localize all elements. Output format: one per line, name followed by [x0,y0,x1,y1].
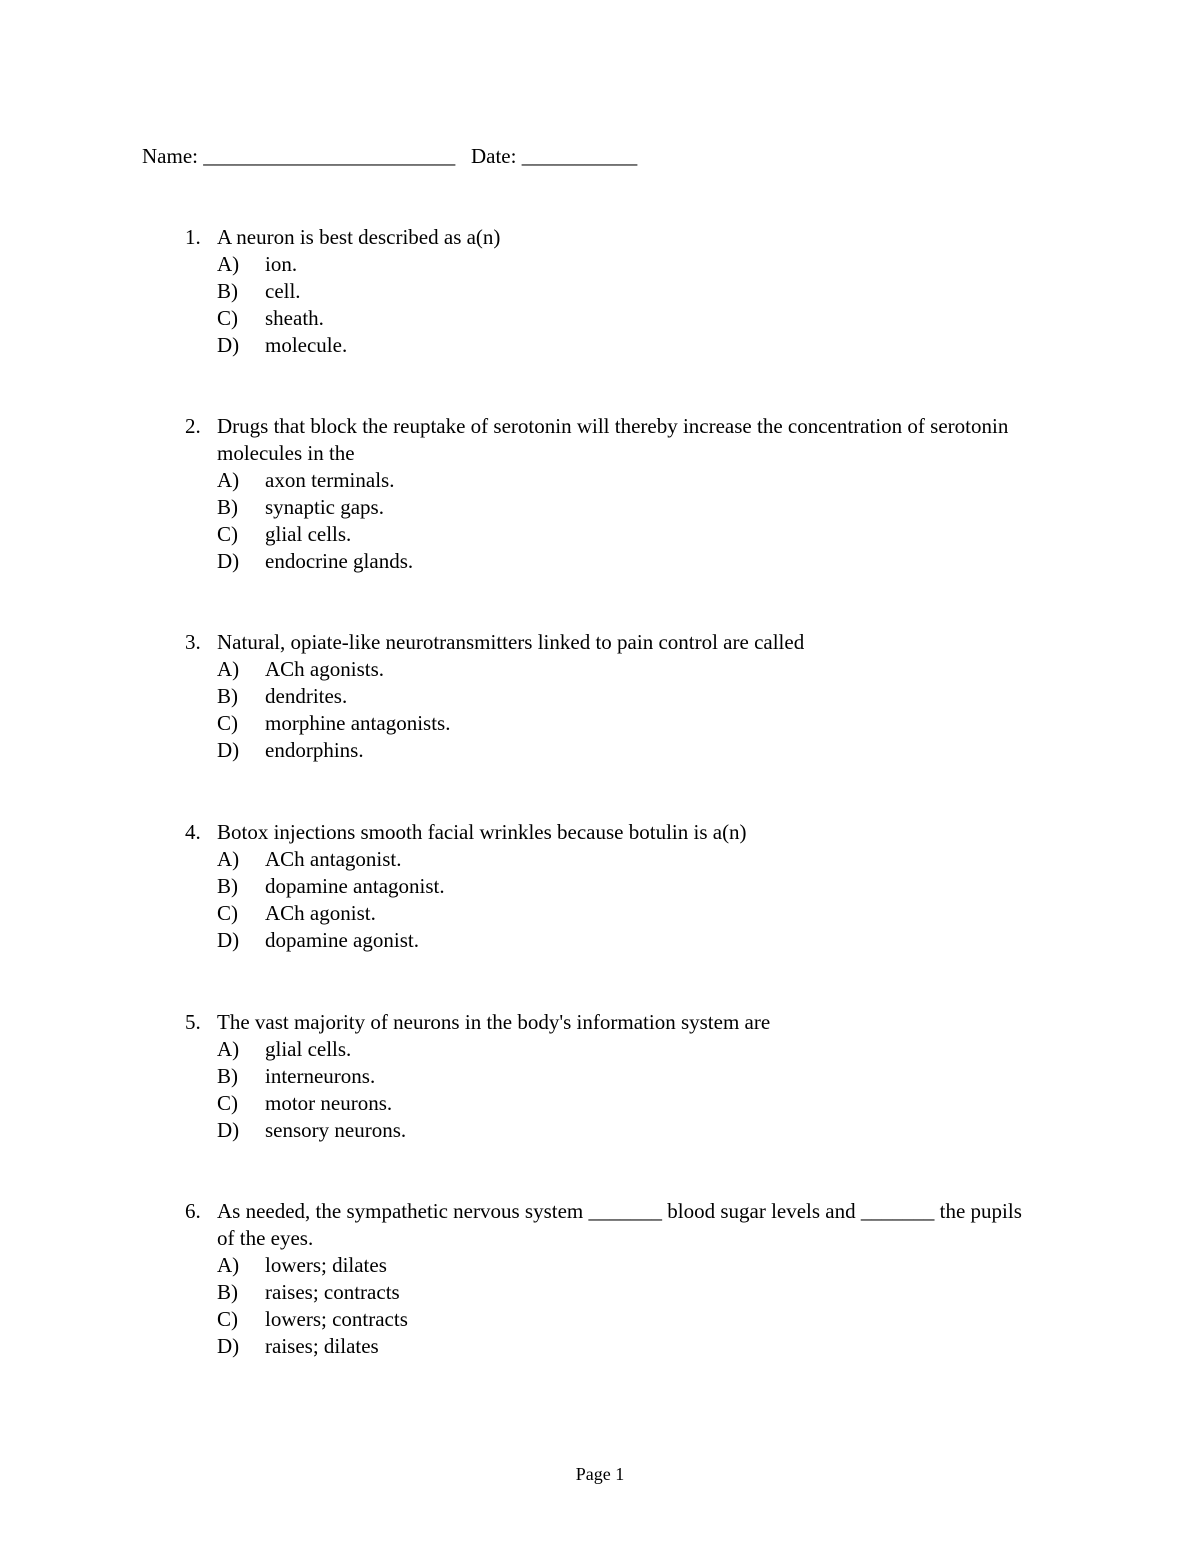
name-date-header [142,143,637,170]
option-c [217,1090,1017,1117]
option-d [217,927,1017,954]
option-text: ion. [265,252,298,276]
option-text: ACh antagonist. [265,847,402,871]
question-stem: Botox injections smooth facial wrinkles because botulin is a(n) [217,820,747,844]
option-text: sensory neurons. [265,1118,407,1142]
question-number: 1. [185,225,201,249]
option-c [217,900,1017,927]
option-text: glial cells. [265,1037,352,1061]
option-letter: C) [217,1307,238,1331]
name-blank: ________________________ [203,144,456,168]
question-number: 3. [185,630,201,654]
option-text: morphine antagonists. [265,711,451,735]
option-a [217,467,1017,494]
option-letter: D) [217,928,240,952]
option-letter: C) [217,306,238,330]
option-text: dopamine antagonist. [265,874,445,898]
option-d [217,1333,1017,1360]
option-letter: D) [217,738,240,762]
question-number: 2. [185,414,201,438]
option-letter: D) [217,1118,240,1142]
option-d [217,548,1017,575]
option-letter: C) [217,1091,238,1115]
option-text: raises; dilates [265,1334,379,1358]
option-b [217,683,1017,710]
option-text: sheath. [265,306,324,330]
option-text: glial cells. [265,522,352,546]
question-stem: A neuron is best described as a(n) [217,225,501,249]
option-letter: B) [217,684,238,708]
option-b [217,278,1017,305]
option-letter: B) [217,1280,238,1304]
option-a [217,846,1017,873]
option-letter: B) [217,1064,238,1088]
option-text: synaptic gaps. [265,495,384,519]
option-a [217,1252,1017,1279]
option-c [217,305,1017,332]
option-text: endocrine glands. [265,549,414,573]
name-label: Name: [142,144,198,168]
date-blank: ___________ [521,144,638,168]
option-text: ACh agonist. [265,901,376,925]
question-number: 6. [185,1199,201,1223]
option-text: lowers; contracts [265,1307,408,1331]
option-letter: A) [217,657,240,681]
option-text: raises; contracts [265,1280,400,1304]
option-c [217,710,1017,737]
date-label: Date: [470,144,517,168]
option-letter: D) [217,1334,240,1358]
option-a [217,1036,1017,1063]
option-letter: A) [217,1037,240,1061]
question-stem: The vast majority of neurons in the body's information system are [217,1010,771,1034]
page-footer [0,1461,1200,1488]
option-letter: C) [217,522,238,546]
question-stem: Drugs that block the reuptake of serotonin will thereby increase the concentration of serotonin molecules in the [217,414,1009,465]
option-c [217,1306,1017,1333]
option-d [217,737,1017,764]
option-b [217,1063,1017,1090]
question-stem: Natural, opiate-like neurotransmitters linked to pain control are called [217,630,805,654]
option-letter: A) [217,847,240,871]
option-c [217,521,1017,548]
option-letter: D) [217,549,240,573]
question-number: 4. [185,820,201,844]
option-text: motor neurons. [265,1091,393,1115]
option-b [217,873,1017,900]
option-letter: A) [217,1253,240,1277]
option-letter: C) [217,711,238,735]
option-a [217,656,1017,683]
option-letter: D) [217,333,240,357]
option-a [217,251,1017,278]
option-d [217,332,1017,359]
option-letter: C) [217,901,238,925]
question-number: 5. [185,1010,201,1034]
option-text: endorphins. [265,738,364,762]
option-letter: A) [217,468,240,492]
option-text: dopamine agonist. [265,928,419,952]
option-text: cell. [265,279,301,303]
option-text: interneurons. [265,1064,376,1088]
option-b [217,494,1017,521]
question-stem: As needed, the sympathetic nervous system _______ blood sugar levels and _______ the pupils of the eyes. [217,1199,1022,1250]
option-text: ACh agonists. [265,657,385,681]
option-text: molecule. [265,333,348,357]
option-text: lowers; dilates [265,1253,387,1277]
page-number: Page 1 [575,1464,625,1484]
option-text: dendrites. [265,684,348,708]
option-letter: B) [217,495,238,519]
option-d [217,1117,1017,1144]
option-letter: B) [217,279,238,303]
option-letter: B) [217,874,238,898]
option-b [217,1279,1017,1306]
option-text: axon terminals. [265,468,395,492]
option-letter: A) [217,252,240,276]
